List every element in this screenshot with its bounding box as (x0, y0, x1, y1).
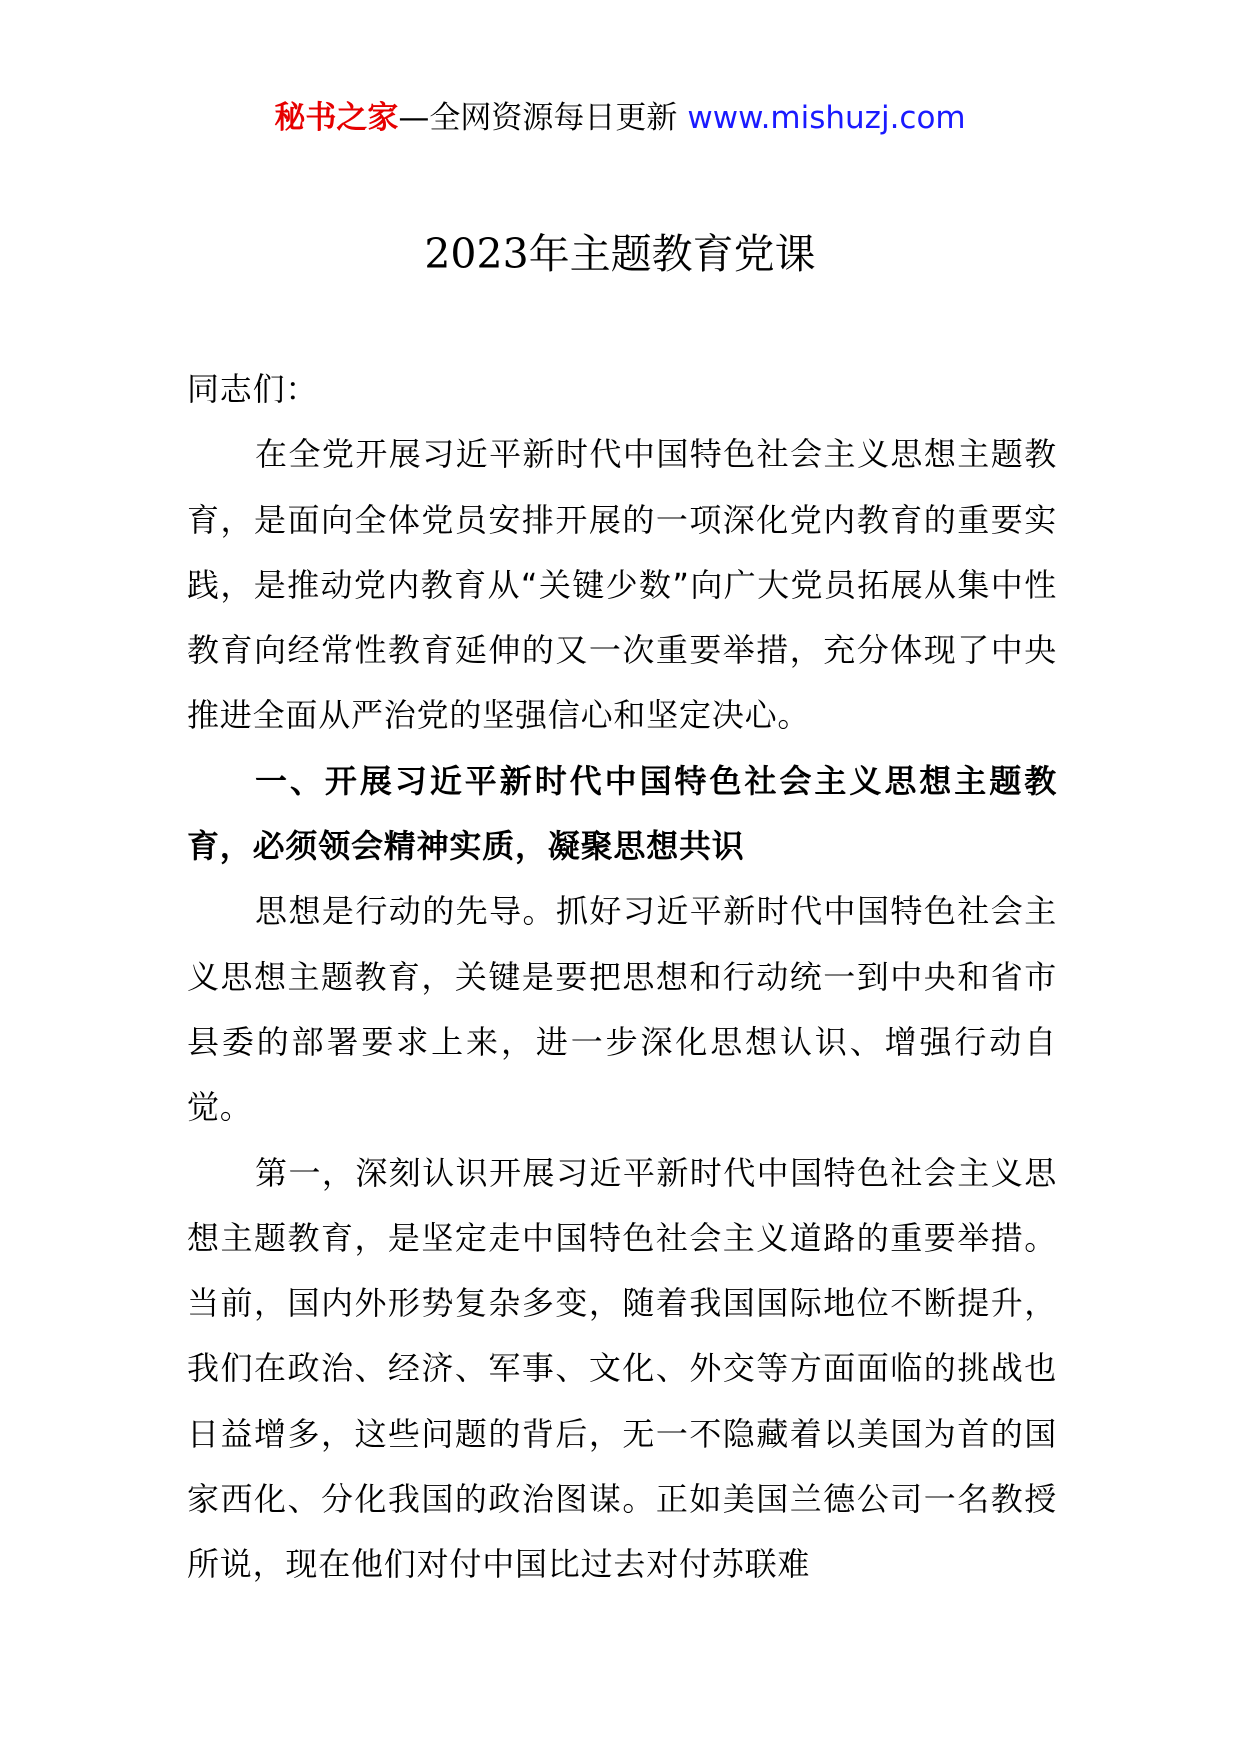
paragraph-first-point: 第一，深刻认识开展习近平新时代中国特色社会主义思想主题教育，是坚定走中国特色社会主义道路的重要举措。当前，国内外形势复杂多变，随着我国国际地位不断提升，我们在政治、经济、军事、文化、外交等方面面临的挑战也日益增多，这些问题的背后，无一不隐藏着以美国为首的国家西化、分化我国的政治图谋。正如美国兰德公司一名教授所说，现在他们对付中国比过去对付苏联难 (187, 1153, 1057, 1584)
site-banner (0, 98, 1240, 138)
salutation: 同志们： (187, 370, 319, 408)
section-heading: 一、开展习近平新时代中国特色社会主义思想主题教育，必须领会精神实质，凝聚思想共识 (187, 761, 1057, 866)
paragraph-intro: 在全党开展习近平新时代中国特色社会主义思想主题教育，是面向全体党员安排开展的一项深化党内教育的重要实践，是推动党内教育从“关键少数”向广大党员拓展从集中性教育向经常性教育延伸的又一次重要举措，充分体现了中央推进全面从严治党的坚强信心和坚定决心。 (187, 435, 1057, 735)
document-title: 2023年主题教育党课 (424, 230, 816, 278)
site-tagline: —全网资源每日更新 (398, 100, 678, 136)
paragraph-guidance: 思想是行动的先导。抓好习近平新时代中国特色社会主义思想主题教育，关键是要把思想和行动统一到中央和省市县委的部署要求上来，进一步深化思想认识、增强行动自觉。 (187, 892, 1057, 1127)
site-url-link[interactable]: www.mishuzj.com (687, 100, 966, 136)
document-body (187, 357, 1057, 1598)
site-brand: 秘书之家 (274, 100, 399, 136)
